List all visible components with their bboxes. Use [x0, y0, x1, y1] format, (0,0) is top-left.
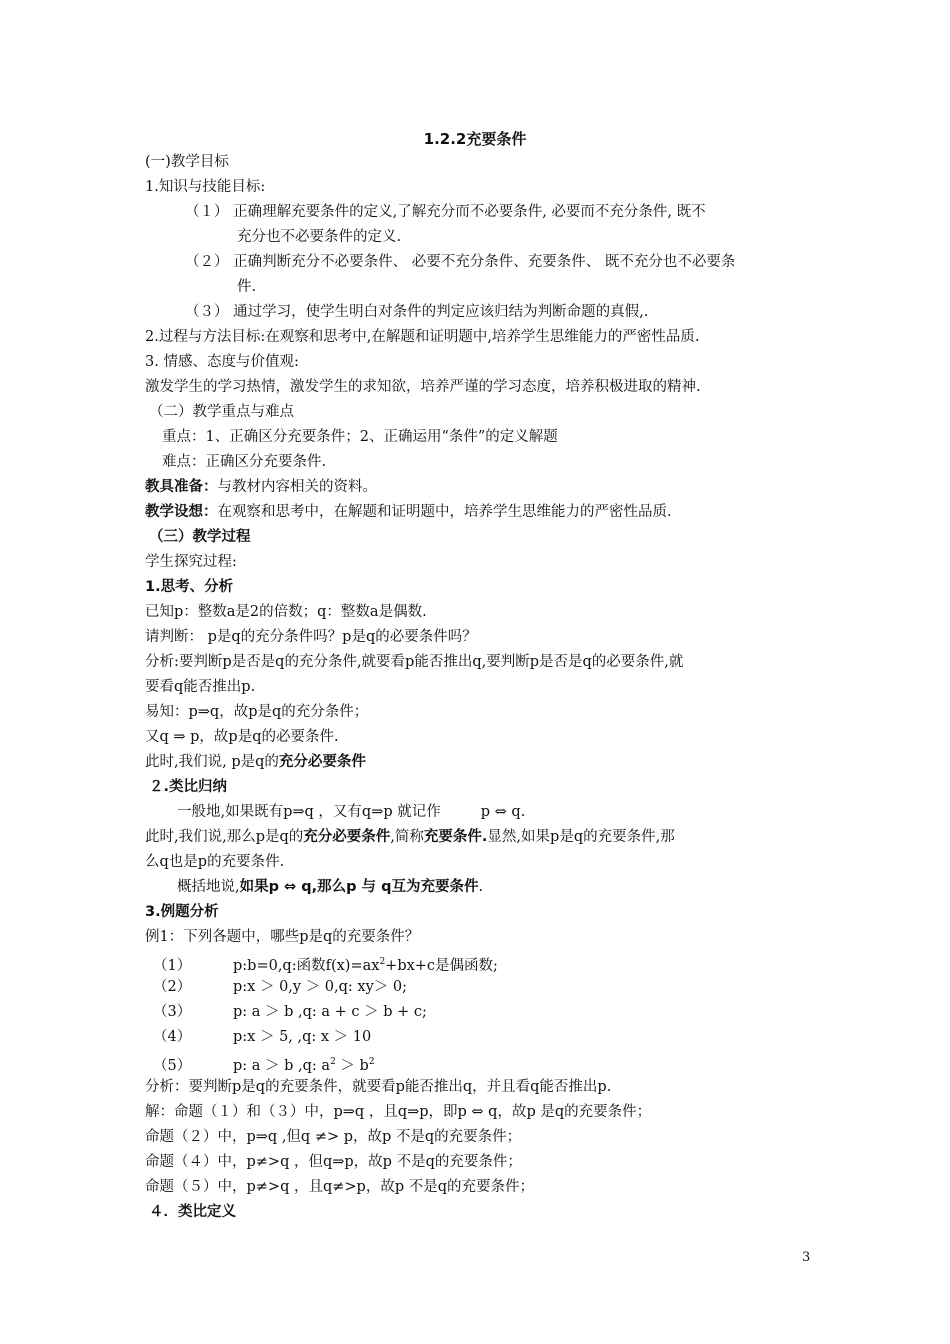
section-heading: （三）教学过程	[149, 529, 251, 545]
paragraph: 命题（２）中，p⇒q ,但q ≠> p，故p 不是q的充要条件；	[145, 1129, 522, 1145]
section-heading: (一)教学目标	[145, 154, 229, 170]
subheading: 1.知识与技能目标:	[145, 179, 266, 195]
paragraph: 例1：下列各题中，哪些p是q的充要条件？	[145, 929, 420, 945]
example-item: （5） p: a ＞ b ,q: $a^2 > b^2$	[153, 1057, 375, 1074]
paragraph: 解：命题（１）和（３）中，p⇒q ，且q⇒p，即p ⇔ q，故p 是q的充要条件；	[145, 1104, 652, 1120]
example-item: （4） p:x ＞ 5, ,q: x ＞ 10	[153, 1029, 372, 1045]
paragraph: 易知：p⇒q，故p是q的充分条件；	[145, 704, 369, 720]
subheading: 3. 情感、态度与价值观:	[145, 354, 299, 370]
list-item-continued: 充分也不必要条件的定义.	[237, 229, 402, 245]
paragraph: 此时,我们说, p是q的充分必要条件	[145, 754, 366, 770]
paragraph: 请判断： p是q的充分条件吗？p是q的必要条件吗？	[145, 629, 477, 645]
paragraph: 教具准备：与教材内容相关的资料。	[145, 479, 377, 495]
paragraph: 又q ⇒ p，故p是q的必要条件.	[145, 729, 339, 745]
paragraph: 要看q能否推出p.	[145, 679, 256, 695]
list-item: （１） 正确理解充要条件的定义,了解充分而不必要条件, 必要而不充分条件, 既不	[185, 204, 706, 220]
paragraph: 2.过程与方法目标:在观察和思考中,在解题和证明题中,培养学生思维能力的严密性品质.	[145, 329, 700, 345]
paragraph: 命题（４）中，p≠>q ，但q⇒p，故p 不是q的充要条件；	[145, 1154, 522, 1170]
subheading: 1.思考、分析	[145, 579, 234, 595]
example-item: （1） p:b=0,q:函数$f(x)=ax^2+bx+c$是偶函数;	[153, 957, 498, 974]
paragraph: 重点：1、正确区分充要条件；2、正确运用“条件”的定义解题	[162, 429, 558, 445]
paragraph: 学生探究过程:	[145, 554, 237, 570]
list-item: （２） 正确判断充分不必要条件、 必要不充分条件、充要条件、 既不充分也不必要条	[185, 254, 736, 270]
page-title: 1.2.2充要条件	[423, 130, 527, 148]
list-item: （３） 通过学习，使学生明白对条件的判定应该归结为判断命题的真假,.	[185, 304, 649, 320]
paragraph: 概括地说,如果p ⇔ q,那么p 与 q互为充要条件.	[177, 879, 484, 895]
paragraph: 激发学生的学习热情，激发学生的求知欲，培养严谨的学习态度，培养积极进取的精神.	[145, 379, 701, 395]
page-number: 3	[802, 1250, 811, 1265]
example-item: （2） p:x ＞ 0,y ＞ 0,q: xy＞ 0;	[153, 979, 408, 995]
section-heading: （二）教学重点与难点	[149, 404, 294, 420]
paragraph: 此时,我们说,那么p是q的充分必要条件,简称充要条件.显然,如果p是q的充要条件,那	[145, 829, 675, 845]
paragraph: 命题（５）中，p≠>q ，且q≠>p，故p 不是q的充要条件；	[145, 1179, 535, 1195]
subheading: ２.类比归纳	[149, 779, 228, 795]
paragraph: 教学设想：在观察和思考中，在解题和证明题中，培养学生思维能力的严密性品质.	[145, 504, 672, 520]
subheading: ４．类比定义	[149, 1204, 236, 1220]
subheading: 3.例题分析	[145, 904, 219, 920]
example-item: （3） p: a ＞ b ,q: a + c ＞ b + c;	[153, 1004, 427, 1020]
paragraph: 么q也是p的充要条件.	[145, 854, 285, 870]
paragraph: 一般地,如果既有p⇒q ，又有q⇒p 就记作 p ⇔ q.	[177, 804, 526, 820]
paragraph: 已知p：整数a是2的倍数；q：整数a是偶数.	[145, 604, 427, 620]
paragraph: 难点：正确区分充要条件.	[162, 454, 327, 470]
paragraph: 分析：要判断p是q的充要条件，就要看p能否推出q，并且看q能否推出p.	[145, 1079, 612, 1095]
paragraph: 分析:要判断p是否是q的充分条件,就要看p能否推出q,要判断p是否是q的必要条件,就	[145, 654, 684, 670]
list-item-continued: 件.	[237, 279, 257, 295]
